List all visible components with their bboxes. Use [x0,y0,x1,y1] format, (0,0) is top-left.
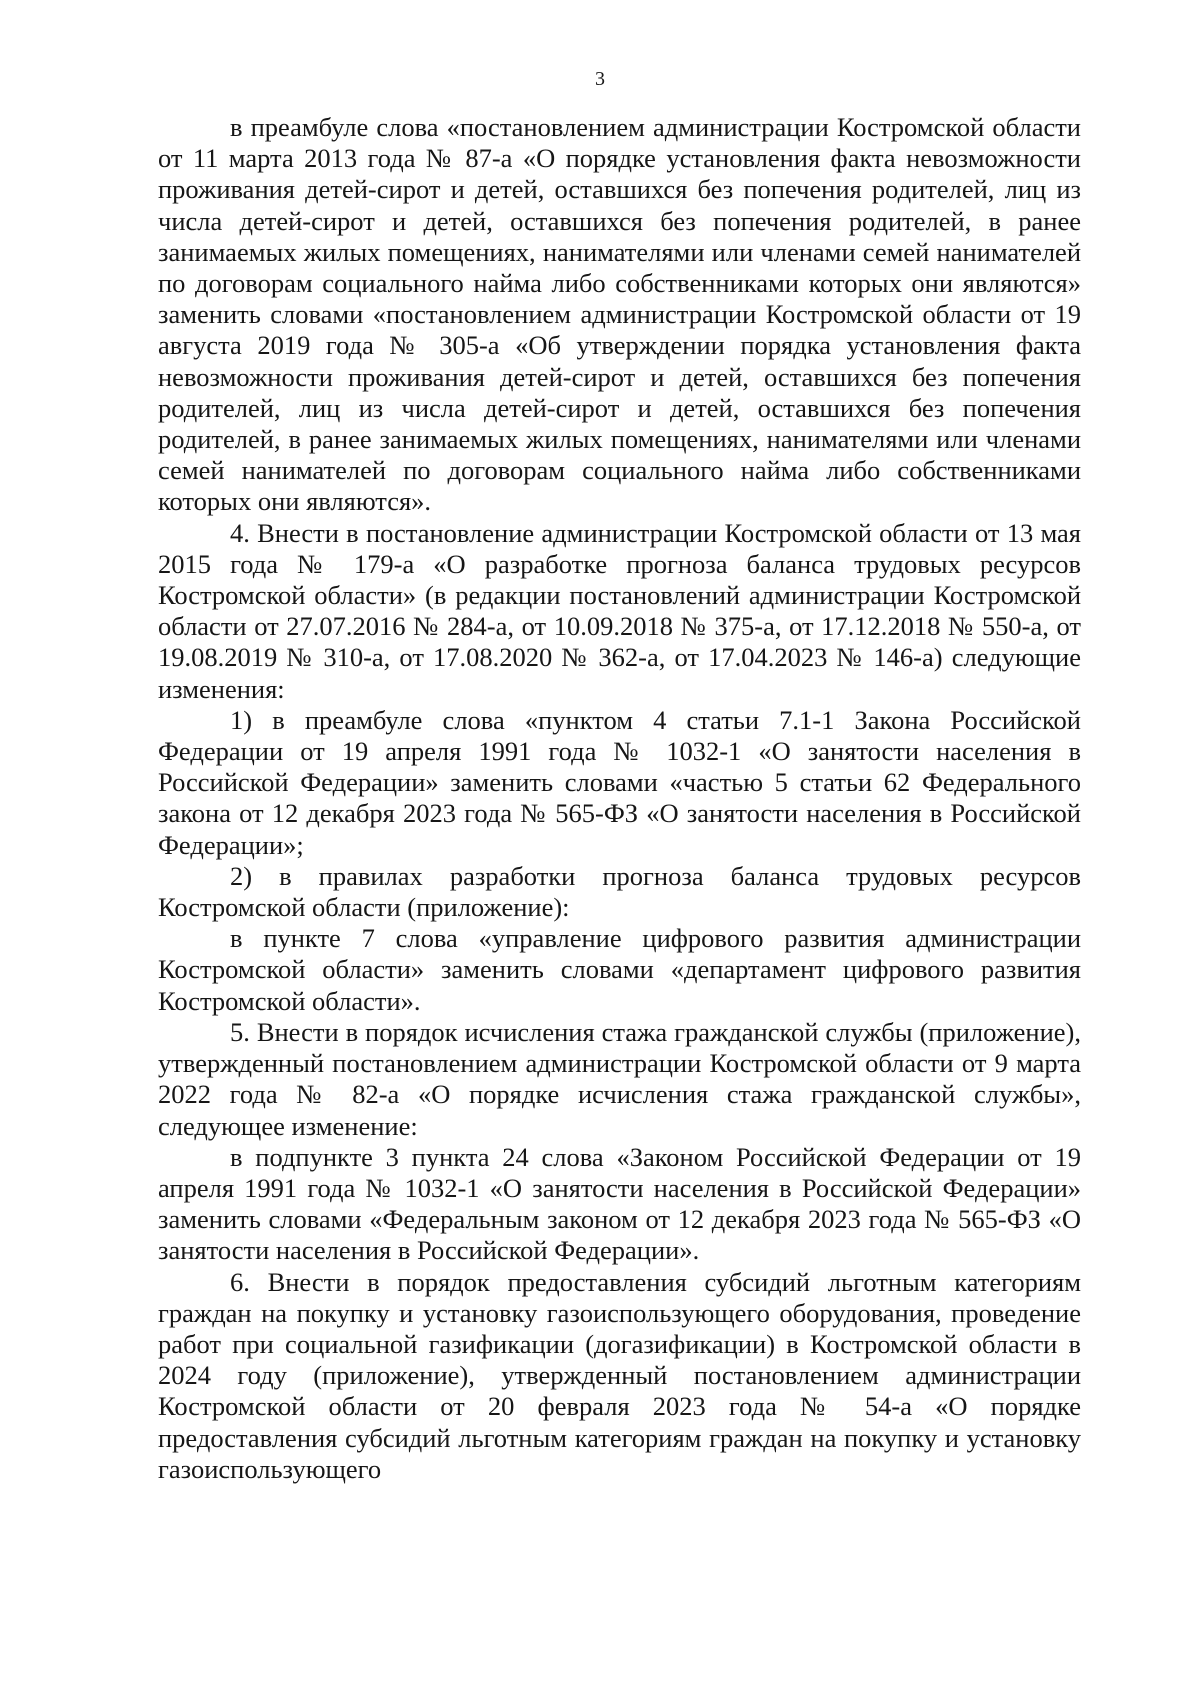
paragraph-item-4-2: 2) в правилах разработки прогноза баланса трудовых ресурсов Костромской области (приложение): [158,860,1081,923]
paragraph-item-5: 5. Внести в порядок исчисления стажа гражданской службы (приложение), утвержденный постановлением администрации Костромской области от 9 марта 2022 года № 82-а «О порядке исчисления стажа гражданской службы», следующее изменение: [158,1016,1081,1141]
document-body [158,112,1081,1485]
paragraph-item-4-1: 1) в преамбуле слова «пунктом 4 статьи 7.1-1 Закона Российской Федерации от 19 апреля 1991 года № 1032-1 «О занятости населения в Российской Федерации» заменить словами «частью 5 статьи 62 Федерального закона от 12 декабря 2023 года № 565-ФЗ «О занятости населения в Российской Федерации»; [158,704,1081,860]
page-number: 3 [595,68,605,90]
paragraph-item-4-2-point-7: в пункте 7 слова «управление цифрового развития администрации Костромской области» заменить словами «департамент цифрового развития Костромской области». [158,923,1081,1016]
paragraph-item-6: 6. Внести в порядок предоставления субсидий льготным категориям граждан на покупку и установку газоиспользующего оборудования, проведение работ при социальной газификации (догазификации) в Костромской области в 2024 году (приложение), утвержденный постановлением администрации Костромской области от 20 февраля 2023 года № 54-а «О порядке предоставления субсидий льготным категориям граждан на покупку и установку газоиспользующего [158,1266,1081,1484]
paragraph-preamble-change: в преамбуле слова «постановлением администрации Костромской области от 11 марта 2013 года № 87-а «О порядке установления факта невозможности проживания детей-сирот и детей, оставшихся без попечения родителей, лиц из числа детей-сирот и детей, оставшихся без попечения родителей, в ранее занимаемых жилых помещениях, нанимателями или членами семей нанимателей по договорам социального найма либо собственниками которых они являются» заменить словами «постановлением администрации Костромской области от 19 августа 2019 года № 305-а «Об утверждении порядка установления факта невозможности проживания детей-сирот и детей, оставшихся без попечения родителей, лиц из числа детей-сирот и детей, оставшихся без попечения родителей, в ранее занимаемых жилых помещениях, нанимателями или членами семей нанимателей по договорам социального найма либо собственниками которых они являются». [158,112,1081,517]
paragraph-item-5-subpoint-3: в подпункте 3 пункта 24 слова «Законом Российской Федерации от 19 апреля 1991 года № 1032-1 «О занятости населения в Российской Федерации» заменить словами «Федеральным законом от 12 декабря 2023 года № 565-ФЗ «О занятости населения в Российской Федерации». [158,1141,1081,1266]
paragraph-item-4: 4. Внести в постановление администрации Костромской области от 13 мая 2015 года № 179-а «О разработке прогноза баланса трудовых ресурсов Костромской области» (в редакции постановлений администрации Костромской области от 27.07.2016 № 284-а, от 10.09.2018 № 375-а, от 17.12.2018 № 550-а, от 19.08.2019 № 310-а, от 17.08.2020 № 362-а, от 17.04.2023 № 146-а) следующие изменения: [158,517,1081,704]
